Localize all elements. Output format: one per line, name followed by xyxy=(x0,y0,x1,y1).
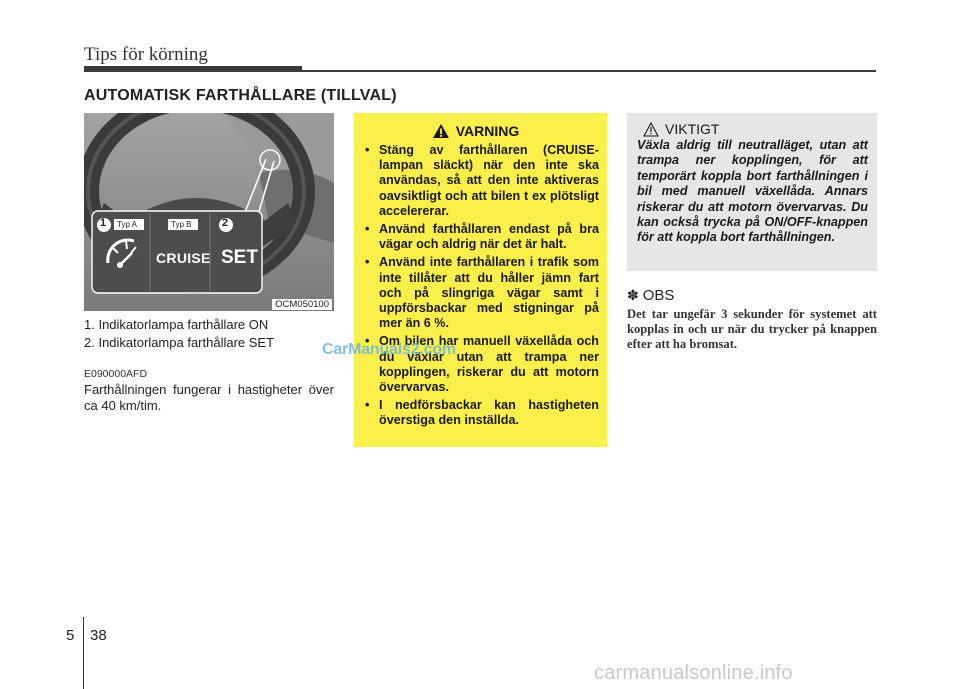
figure-captions xyxy=(84,316,334,352)
running-header: Tips för körning xyxy=(84,44,208,65)
footer-rule xyxy=(83,617,84,689)
warning-item: • I nedförsbackar kan hastigheten överstiga den inställda. xyxy=(362,398,599,428)
obs-star-icon: ✽ xyxy=(627,287,639,303)
figure-label-typ-a: Typ A xyxy=(117,220,138,229)
important-text: Växla aldrig till neutralläget, utan att trampa ner kopplingen, för att temporärt koppla bort farthållningen i bil med manuell växellåda. Annars riskerar du att motorn övervarvas. Du kan också trycka på ON/OFF-knappen för att koppla bort farthållningen. xyxy=(637,138,868,245)
section-number: 5 xyxy=(66,627,75,644)
steering-wheel-illustration xyxy=(84,113,334,311)
figure-code: OCM050100 xyxy=(272,299,332,310)
obs-text: Det tar ungefär 3 sekunder för systemet att kopplas in och ur när du trycker på knappen efter att ha bromsat. xyxy=(627,307,877,352)
important-box xyxy=(627,113,877,271)
body-paragraph: Farthållningen fungerar i hastigheter över ca 40 km/tim. xyxy=(84,382,334,413)
important-title: VIKTIGT xyxy=(665,121,720,137)
figure-label-cruise: CRUISE xyxy=(156,250,211,266)
warning-title: VARNING xyxy=(455,123,520,139)
warning-header xyxy=(352,123,599,139)
warning-box xyxy=(354,113,607,447)
warning-item: • Använd farthållaren endast på bra vägar och aldrig när det är halt. xyxy=(362,222,599,252)
warning-triangle-icon xyxy=(432,123,450,139)
figure-number-2: 2 xyxy=(222,217,229,229)
steering-wheel-figure xyxy=(84,113,334,311)
figure-label-typ-b: Typ B xyxy=(171,220,192,229)
obs-header xyxy=(627,287,674,304)
page-number: 38 xyxy=(90,627,107,644)
caption-item: 2. Indikatorlampa farthållare SET xyxy=(84,335,275,350)
figure-label-set: SET xyxy=(221,247,258,268)
watermark-bottom[interactable]: carmanualsonline.info xyxy=(594,662,793,684)
warning-item: • Använd inte farthållaren i trafik som inte tillåter att du håller jämn fart och på slingriga vägar samt i uppförsbackar med stigningar på mer än 6 %. xyxy=(362,255,599,331)
section-code: E090000AFD xyxy=(84,368,148,380)
watermark-site[interactable]: CarManuals2.com xyxy=(322,341,456,358)
section-title: AUTOMATISK FARTHÅLLARE (TILLVAL) xyxy=(84,87,397,104)
warning-list xyxy=(362,143,599,429)
figure-number-1: 1 xyxy=(100,217,107,229)
caption-item: 1. Indikatorlampa farthållare ON xyxy=(84,317,269,332)
warning-item: • Stäng av farthållaren (CRUISE-lampan släckt) när den inte ska användas, så att den inte aktiveras oavsiktligt och att bilen t ex plötsligt accelererar. xyxy=(362,143,599,219)
obs-title: OBS xyxy=(642,287,675,304)
caution-triangle-icon xyxy=(643,122,659,137)
header-rule-thick xyxy=(84,66,302,72)
warning-item: • Om bilen har manuell växellåda och du växlar utan att trampa ner kopplingen, riskerar du att motorn övervarvas. xyxy=(362,334,599,395)
important-header xyxy=(643,121,868,137)
header-rule-thin xyxy=(302,70,876,72)
